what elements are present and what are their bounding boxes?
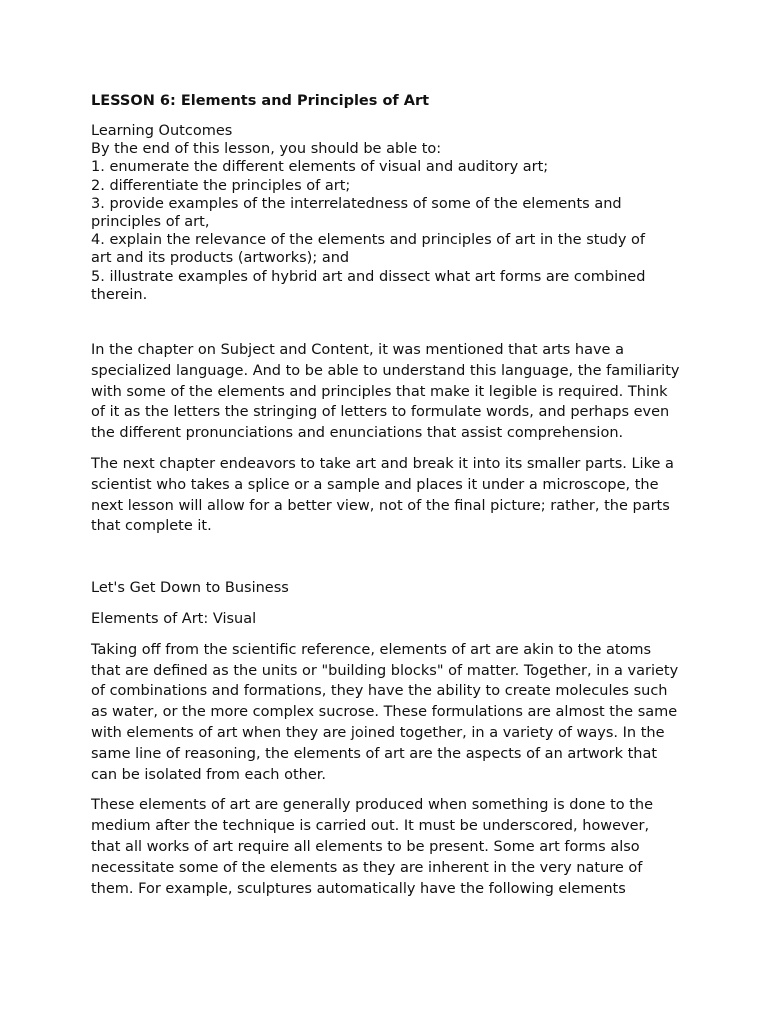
subsection-heading: Elements of Art: Visual	[91, 611, 257, 627]
section-heading: Let's Get Down to Business	[91, 580, 289, 597]
outcome-item: therein.	[91, 286, 148, 303]
body-paragraph: Taking off from the scientific reference, elements of art are akin to the atoms that are defined as the units or "building blocks" of matter. Together, in a variety of combinations and formations, they have the ability to create molecules such as water, or the more complex sucrose. These formulations are almost the same with elements of art when they are joined together, in a variety of ways. In the same line of reasoning, the elements of art are the aspects of an artwork that can be isolated from each other.	[91, 641, 679, 783]
outcome-item: 5. illustrate examples of hybrid art and dissect what art forms are combined	[91, 268, 646, 285]
body-paragraph: These elements of art are generally produced when something is done to the medium after the technique is carried out. It must be underscored, however, that all works of art require all elements to be present. Some art forms also necessitate some of the elements as they are inherent in the very nature of them. For example, sculptures automatically have the following elements	[91, 797, 654, 897]
outcomes-heading: Learning Outcomes	[91, 123, 233, 139]
outcome-item: 1. enumerate the different elements of visual and auditory art;	[91, 159, 549, 176]
outcome-item: 3. provide examples of the interrelatedness of some of the elements and	[91, 195, 622, 212]
intro-paragraph: In the chapter on Subject and Content, it was mentioned that arts have a specialized language. And to be able to understand this language, the familiarity with some of the elements and principles that make it legible is required. Think of it as the letters the stringing of letters to formulate words, and perhaps even the different pronunciations and enunciations that assist comprehension.	[91, 342, 680, 442]
document-page	[91, 90, 681, 899]
outcome-item: 2. differentiate the principles of art;	[91, 177, 351, 194]
outcome-item: principles of art,	[91, 214, 210, 231]
learning-outcomes	[91, 122, 681, 304]
outcome-item: art and its products (artworks); and	[91, 250, 350, 267]
outcomes-intro: By the end of this lesson, you should be able to:	[91, 141, 442, 158]
lesson-title: LESSON 6: Elements and Principles of Art	[91, 93, 430, 109]
intro-paragraph: The next chapter endeavors to take art and break it into its smaller parts. Like a scientist who takes a splice or a sample and places it under a microscope, the next lesson will allow for a better view, not of the final picture; rather, the parts that complete it.	[91, 456, 674, 535]
outcome-item: 4. explain the relevance of the elements and principles of art in the study of	[91, 232, 646, 249]
